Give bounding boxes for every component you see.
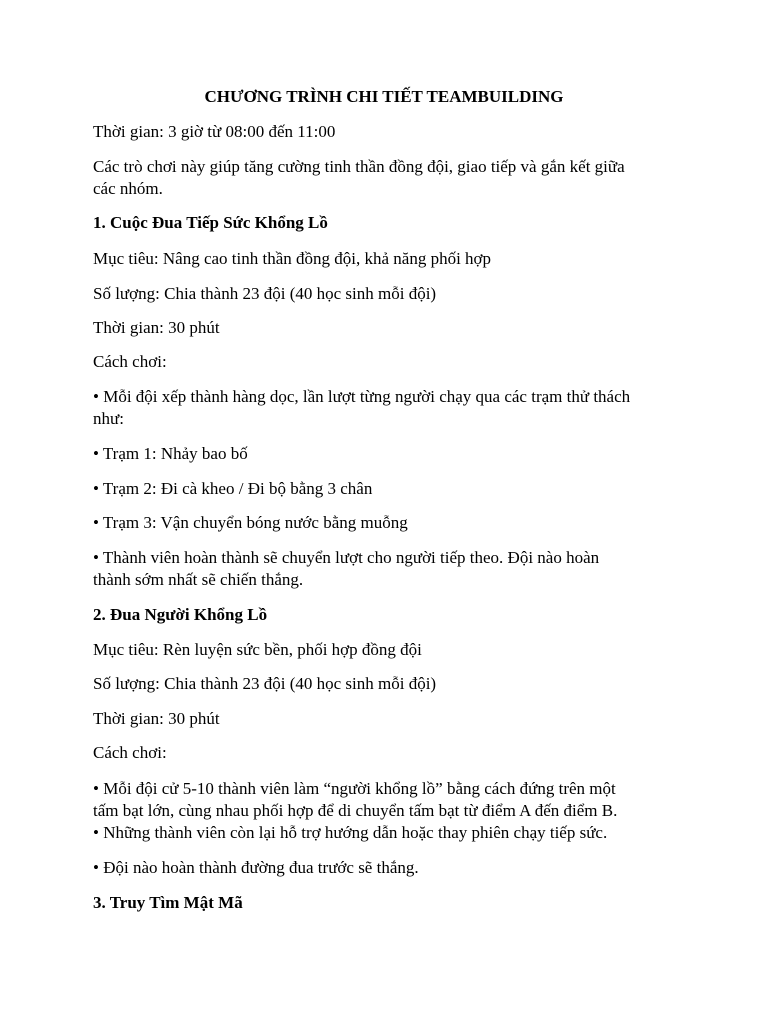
section-1-quantity: Số lượng: Chia thành 23 đội (40 học sinh mỗi đội) [93, 284, 437, 303]
schedule-time: Thời gian: 3 giờ từ 08:00 đến 11:00 [93, 122, 336, 141]
section-1-bullet-3: • Trạm 2: Đi cà kheo / Đi bộ bằng 3 chân [93, 479, 373, 498]
page-title: CHƯƠNG TRÌNH CHI TIẾT TEAMBUILDING [204, 87, 564, 106]
section-1-heading: 1. Cuộc Đua Tiếp Sức Khổng Lồ [93, 213, 328, 232]
section-1-howto-label: Cách chơi: [93, 352, 167, 371]
section-1-bullet-4: • Trạm 3: Vận chuyển bóng nước bằng muỗng [93, 513, 408, 532]
section-2-bullet-2: • Những thành viên còn lại hỗ trợ hướng dẫn hoặc thay phiên chạy tiếp sức. [93, 823, 608, 842]
section-2-duration: Thời gian: 30 phút [93, 709, 220, 728]
section-2-objective: Mục tiêu: Rèn luyện sức bền, phối hợp đồng đội [93, 640, 422, 659]
section-2-heading: 2. Đua Người Khổng Lồ [93, 605, 268, 624]
section-1-duration: Thời gian: 30 phút [93, 318, 220, 337]
section-2-howto-label: Cách chơi: [93, 743, 167, 762]
section-2-bullet-3: • Đội nào hoàn thành đường đua trước sẽ thắng. [93, 858, 419, 877]
section-1-bullet-5-line-1: • Thành viên hoàn thành sẽ chuyển lượt cho người tiếp theo. Đội nào hoàn [93, 548, 600, 567]
section-2-quantity: Số lượng: Chia thành 23 đội (40 học sinh mỗi đội) [93, 674, 437, 693]
section-1-bullet-1-line-2: như: [93, 409, 124, 428]
section-2-bullet-1-line-1: • Mỗi đội cử 5-10 thành viên làm “người khổng lồ” bằng cách đứng trên một [93, 779, 616, 798]
section-1-bullet-5-line-2: thành sớm nhất sẽ chiến thắng. [93, 570, 304, 589]
intro-text-line-2: các nhóm. [93, 179, 163, 198]
section-1-objective: Mục tiêu: Nâng cao tinh thần đồng đội, khả năng phối hợp [93, 249, 492, 268]
section-2-bullet-1-line-2: tấm bạt lớn, cùng nhau phối hợp để di chuyển tấm bạt từ điểm A đến điểm B. [93, 801, 618, 820]
section-3-heading: 3. Truy Tìm Mật Mã [93, 893, 243, 912]
section-1-bullet-2: • Trạm 1: Nhảy bao bố [93, 444, 248, 463]
intro-text-line-1: Các trò chơi này giúp tăng cường tinh thần đồng đội, giao tiếp và gắn kết giữa [93, 157, 625, 176]
section-1-bullet-1-line-1: • Mỗi đội xếp thành hàng dọc, lần lượt từng người chạy qua các trạm thử thách [93, 387, 631, 406]
